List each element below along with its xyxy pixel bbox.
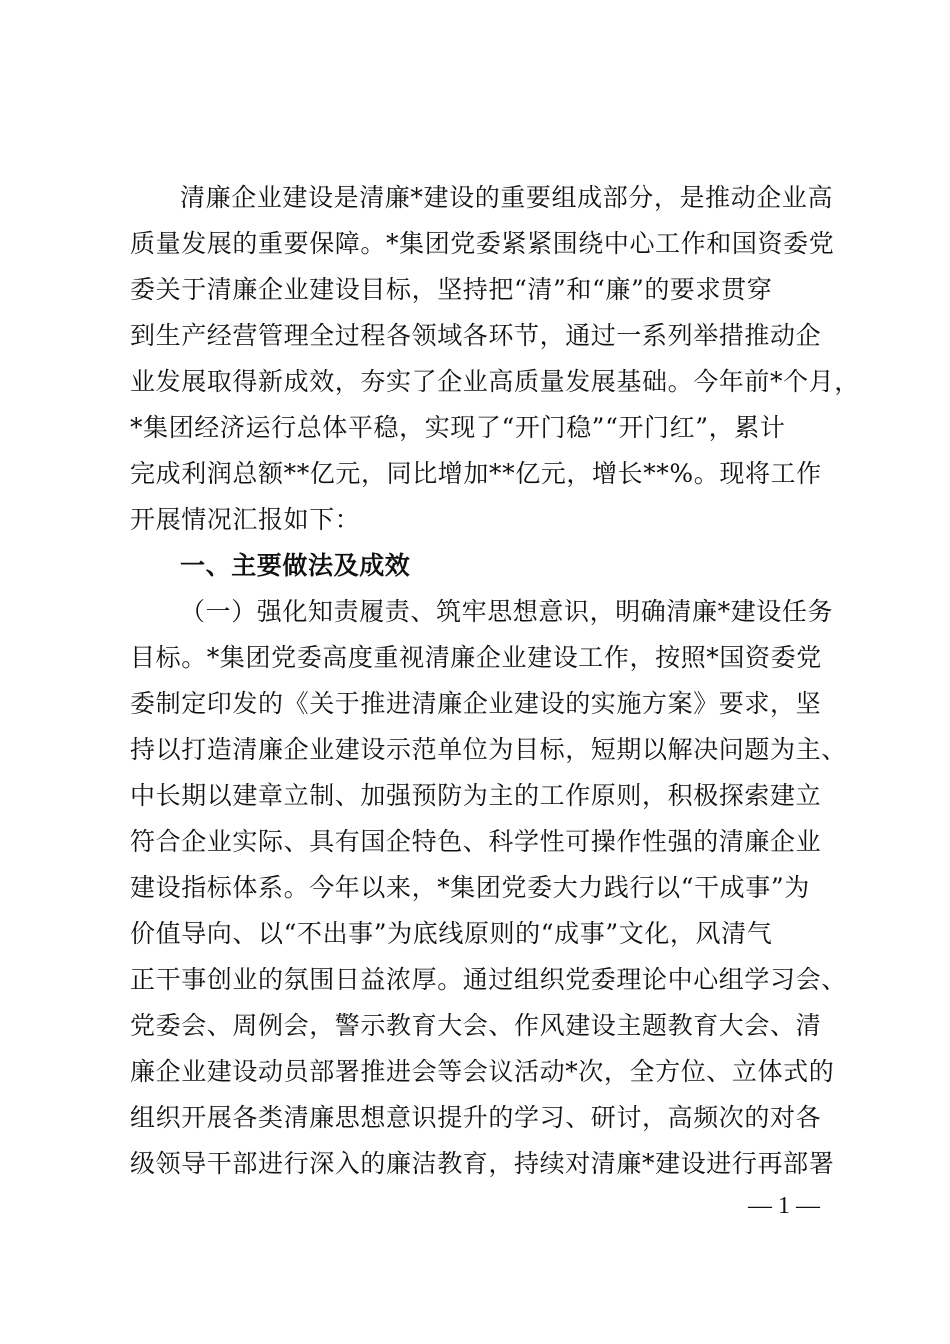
paragraph-line: 委关于清廉企业建设目标，坚持把“清”和“廉”的要求贯穿 (130, 275, 773, 304)
paragraph-line: 清廉企业建设是清廉*建设的重要组成部分，是推动企业高 (180, 183, 834, 212)
section-heading: 一、主要做法及成效 (180, 551, 411, 580)
paragraph-line: 完成利润总额**亿元，同比增加**亿元，增长**%。现将工作 (130, 459, 822, 488)
subsection-heading-line: （一）强化知责履责、筑牢思想意识，明确清廉*建设任务 (180, 597, 834, 626)
paragraph-line: 目标。*集团党委高度重视清廉企业建设工作，按照*国资委党 (130, 643, 822, 672)
paragraph-line: 质量发展的重要保障。*集团党委紧紧围绕中心工作和国资委党 (130, 229, 835, 258)
paragraph-line: 建设指标体系。今年以来，*集团党委大力践行以“干成事”为 (130, 873, 810, 902)
paragraph-line: 委制定印发的《关于推进清廉企业建设的实施方案》要求，坚 (130, 689, 822, 718)
page-number: — 1 — (748, 1193, 820, 1219)
paragraph-line: 党委会、周例会，警示教育大会、作风建设主题教育大会、清 (130, 1011, 822, 1040)
paragraph-line: 开展情况汇报如下： (130, 505, 361, 534)
paragraph-line: 正干事创业的氛围日益浓厚。通过组织党委理论中心组学习会、 (130, 965, 847, 994)
paragraph-line: *集团经济运行总体平稳，实现了“开门稳”“开门红”，累计 (130, 413, 786, 442)
paragraph-line: 到生产经营管理全过程各领域各环节，通过一系列举措推动企 (130, 321, 822, 350)
paragraph-line: 持以打造清廉企业建设示范单位为目标，短期以解决问题为主、 (130, 735, 847, 764)
paragraph-line: 组织开展各类清廉思想意识提升的学习、研讨，高频次的对各 (130, 1103, 822, 1132)
paragraph-line: 业发展取得新成效，夯实了企业高质量发展基础。今年前*个月， (130, 367, 860, 396)
paragraph-line: 廉企业建设动员部署推进会等会议活动*次，全方位、立体式的 (130, 1057, 835, 1086)
paragraph-line: 价值导向、以“不出事”为底线原则的“成事”文化，风清气 (130, 919, 773, 948)
paragraph-line: 中长期以建章立制、加强预防为主的工作原则，积极探索建立 (130, 781, 822, 810)
paragraph-line: 符合企业实际、具有国企特色、科学性可操作性强的清廉企业 (130, 827, 822, 856)
paragraph-line: 级领导干部进行深入的廉洁教育，持续对清廉*建设进行再部署 (130, 1149, 835, 1178)
